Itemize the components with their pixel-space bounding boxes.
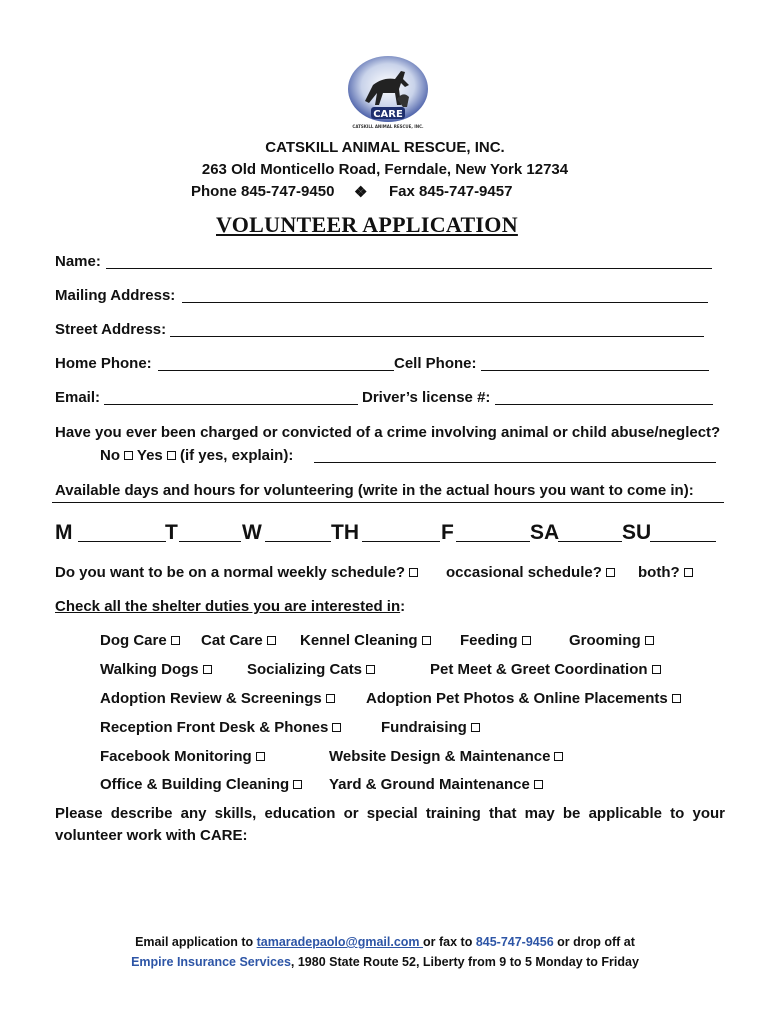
day-w-field[interactable]: [265, 541, 331, 542]
crime-answer-row: [100, 447, 293, 464]
street-label: Street Address:: [55, 321, 167, 338]
divider-line: [52, 502, 724, 503]
duty-checkbox[interactable]: [171, 636, 180, 645]
footer-prefix: Email application to: [135, 935, 257, 949]
duty-checkbox[interactable]: [672, 694, 681, 703]
care-logo: [343, 55, 433, 133]
duty-checkbox[interactable]: [554, 752, 563, 761]
both-label: both?: [638, 564, 680, 581]
duty-label: Feeding: [460, 632, 518, 649]
duty-checkbox[interactable]: [471, 723, 480, 732]
duty-item[interactable]: [201, 632, 276, 649]
logo-text: CARE: [373, 109, 403, 120]
no-label: No: [100, 447, 120, 464]
day-m-field[interactable]: [78, 541, 166, 542]
duty-label: Dog Care: [100, 632, 167, 649]
duty-checkbox[interactable]: [366, 665, 375, 674]
no-checkbox[interactable]: [124, 451, 133, 460]
day-sa-field[interactable]: [558, 541, 622, 542]
footer-line1: [0, 935, 770, 949]
duty-checkbox[interactable]: [256, 752, 265, 761]
skills-prompt-line1: Please describe any skills, education or special training that may be applicable to your: [55, 805, 725, 822]
duties-heading: Check all the shelter duties you are interested in: [55, 598, 401, 615]
duty-checkbox[interactable]: [522, 636, 531, 645]
license-field[interactable]: [495, 404, 713, 405]
email-field[interactable]: [104, 404, 358, 405]
duty-item[interactable]: [381, 719, 480, 736]
occasional-checkbox[interactable]: [606, 568, 615, 577]
weekly-checkbox[interactable]: [409, 568, 418, 577]
mailing-field[interactable]: [182, 302, 708, 303]
duty-item[interactable]: [366, 690, 681, 707]
org-phone: Phone 845-747-9450: [191, 183, 335, 200]
duty-item[interactable]: [100, 748, 265, 765]
skills-answer-area[interactable]: [55, 850, 725, 920]
name-field[interactable]: [106, 268, 712, 269]
crime-question: Have you ever been charged or convicted of a crime involving animal or child abuse/neglect?: [55, 424, 721, 441]
duty-item[interactable]: [247, 661, 375, 678]
yes-checkbox[interactable]: [167, 451, 176, 460]
duty-item[interactable]: [100, 661, 212, 678]
duty-checkbox[interactable]: [422, 636, 431, 645]
day-su-field[interactable]: [650, 541, 716, 542]
day-f-label: F: [441, 521, 454, 544]
cell-phone-field[interactable]: [481, 370, 709, 371]
duty-label: Pet Meet & Greet Coordination: [430, 661, 648, 678]
day-t-field[interactable]: [179, 541, 241, 542]
duty-item[interactable]: [329, 776, 543, 793]
duty-item[interactable]: [569, 632, 654, 649]
skills-prompt-line2: volunteer work with CARE:: [55, 827, 248, 844]
duties-colon: :: [400, 598, 406, 615]
day-th-field[interactable]: [362, 541, 440, 542]
explain-label: (if yes, explain):: [179, 447, 294, 464]
duty-checkbox[interactable]: [645, 636, 654, 645]
duty-checkbox[interactable]: [293, 780, 302, 789]
duty-checkbox[interactable]: [332, 723, 341, 732]
email-label: Email:: [55, 389, 101, 406]
footer-fax: 845-747-9456: [475, 935, 554, 949]
duty-checkbox[interactable]: [203, 665, 212, 674]
footer-email-link[interactable]: tamaradepaolo@gmail.com: [256, 935, 424, 949]
day-w-label: W: [242, 521, 262, 544]
duty-item[interactable]: [100, 719, 341, 736]
day-f-field[interactable]: [456, 541, 530, 542]
duty-label: Grooming: [569, 632, 641, 649]
duty-label: Fundraising: [381, 719, 467, 736]
occasional-label: occasional schedule?: [446, 564, 602, 581]
footer-drop: or drop off at: [553, 935, 635, 949]
yes-label: Yes: [136, 447, 163, 464]
cell-phone-label: Cell Phone:: [394, 355, 477, 372]
duty-item[interactable]: [100, 690, 335, 707]
duty-label: Walking Dogs: [100, 661, 199, 678]
explain-field[interactable]: [314, 462, 716, 463]
footer-or-fax: or fax to: [423, 935, 476, 949]
name-label: Name:: [55, 253, 101, 270]
day-m-label: M: [55, 521, 73, 544]
schedule-row: [55, 564, 418, 581]
license-label: Driver’s license #:: [362, 389, 491, 406]
occasional-row: [446, 564, 615, 581]
duty-label: Reception Front Desk & Phones: [100, 719, 329, 736]
mailing-label: Mailing Address:: [55, 287, 176, 304]
duty-item[interactable]: [430, 661, 661, 678]
duty-item[interactable]: [100, 632, 180, 649]
footer-line2: [0, 955, 770, 969]
org-name: CATSKILL ANIMAL RESCUE, INC.: [265, 139, 505, 156]
duty-label: Website Design & Maintenance: [329, 748, 551, 765]
street-field[interactable]: [170, 336, 704, 337]
footer-company: Empire Insurance Services: [131, 955, 291, 969]
page-title: VOLUNTEER APPLICATION: [216, 212, 518, 237]
footer-rest: , 1980 State Route 52, Liberty from 9 to 5 Monday to Friday: [290, 955, 639, 969]
availability-prompt: Available days and hours for volunteering (write in the actual hours you want to come in):: [55, 482, 694, 499]
separator-icon: ❖: [354, 184, 368, 201]
home-phone-label: Home Phone:: [55, 355, 152, 372]
duty-label: Adoption Review & Screenings: [100, 690, 322, 707]
day-su-label: SU: [622, 521, 652, 544]
duty-checkbox[interactable]: [267, 636, 276, 645]
org-fax: Fax 845-747-9457: [389, 183, 513, 200]
duty-label: Cat Care: [201, 632, 263, 649]
duty-item[interactable]: [300, 632, 431, 649]
duty-label: Kennel Cleaning: [300, 632, 418, 649]
logo-subtext: CATSKILL ANIMAL RESCUE, INC.: [352, 124, 424, 129]
duties-heading-row: [55, 598, 405, 615]
duty-label: Adoption Pet Photos & Online Placements: [366, 690, 668, 707]
day-th-label: TH: [331, 521, 359, 544]
home-phone-field[interactable]: [158, 370, 394, 371]
duty-item[interactable]: [100, 776, 302, 793]
duty-item[interactable]: [329, 748, 563, 765]
duty-label: Office & Building Cleaning: [100, 776, 290, 793]
weekly-label: Do you want to be on a normal weekly schedule?: [55, 564, 406, 581]
duty-checkbox[interactable]: [326, 694, 335, 703]
day-t-label: T: [165, 521, 178, 544]
day-sa-label: SA: [530, 521, 560, 544]
duty-checkbox[interactable]: [652, 665, 661, 674]
duty-item[interactable]: [460, 632, 531, 649]
duty-label: Yard & Ground Maintenance: [329, 776, 530, 793]
duty-label: Socializing Cats: [247, 661, 363, 678]
duty-checkbox[interactable]: [534, 780, 543, 789]
duty-label: Facebook Monitoring: [100, 748, 252, 765]
org-address: 263 Old Monticello Road, Ferndale, New York 12734: [201, 161, 569, 178]
both-row: [638, 564, 693, 581]
both-checkbox[interactable]: [684, 568, 693, 577]
